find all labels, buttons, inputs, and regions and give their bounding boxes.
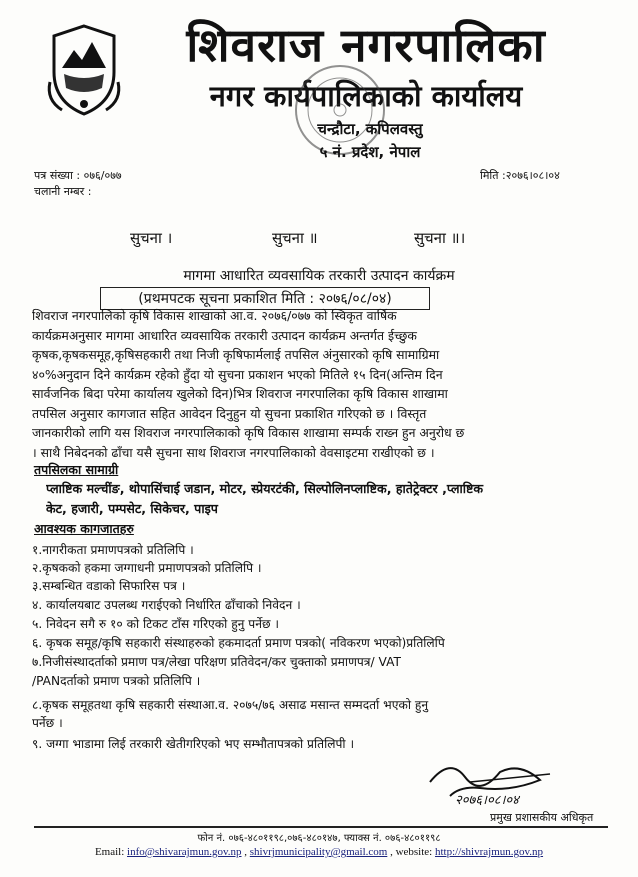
municipality-title: शिवराज नगरपालिका — [186, 18, 546, 72]
signatory-title: प्रमुख प्रशासकीय अधिकृत — [490, 811, 594, 824]
document-item: ५. निवेदन सगै रु १० को टिकट टाँस गरिएको हुनु पर्नेछ । — [32, 617, 280, 631]
document-item: २.कृषकको हकमा जग्गाधनी प्रमाणपत्रको प्रतिलिपि । — [32, 561, 262, 575]
body-line: । साथै निबेदनको ढाँचा यसै सुचना साथ शिवराज नगरपालिकाको वेवसाइटमा राखीएको छ । — [32, 444, 435, 460]
address-line-1: चन्द्रौटा, कपिलवस्तु — [317, 120, 423, 138]
body-line: शिवराज नगरपालिको कृषि विकास शाखाको आ.व. २०७६/०७७ को स्विकृत वार्षिक — [32, 308, 397, 323]
materials-line: केट, हजारी, पम्पसेट, सिकेचर, पाइप — [46, 501, 218, 516]
materials-heading: तपसिलका सामाग्री — [34, 462, 119, 477]
body-line: तपसिल अनुसार कागजात सहित आवेदन दिनुहुन यो सुचना प्रकाशित गरिएको छ । विस्तृत — [32, 405, 427, 421]
nepal-emblem-icon — [44, 22, 124, 118]
document-item: ६. कृषक समूह/कृषि सहकारी संस्थाहरुको हकमादर्ता प्रमाण पत्रको( नविकरण भएको)प्रतिलिपि — [32, 636, 445, 650]
document-item: ८.कृषक समूहतथा कृषि सहकारी संस्थाआ.व. २०७५/७६ असाढ मसान्त सम्मदर्ता भएको हुनु — [32, 698, 429, 712]
document-item: ७.निजीसंस्थादर्ताको प्रमाण पत्र/लेखा परिक्षण प्रतिवेदन/कर चुक्ताको प्रमाणपत्र/ VAT — [32, 655, 401, 669]
publication-date-box: (प्रथमपटक सूचना प्रकाशित मिति : २०७६/०८/०४) — [100, 287, 430, 310]
website-label: , website: — [390, 846, 433, 858]
body-line: जानकारीको लागि यस शिवराज नगरपालिकाको कृषि विकास शाखामा सम्पर्क राख्न हुन अनुरोध छ — [32, 425, 465, 440]
notice-body — [32, 306, 606, 462]
body-line: ४०%अनुदान दिने कार्यक्रम रहेको हुँदा यो सुचना प्रकाशन भएको मितिले १५ दिन(अन्तिम दिन — [32, 366, 443, 382]
signature-date: २०७६।०८।०४ — [455, 793, 519, 808]
footer-divider — [34, 826, 608, 828]
notice-heading: मागमा आधारित व्यवसायिक तरकारी उत्पादन कार्यक्रम — [183, 268, 455, 284]
notice-label-2: सुचना ॥ — [272, 229, 318, 247]
dispatch-number: चलानी नम्बर : — [34, 185, 92, 198]
document-item: पर्नेछ । — [32, 716, 63, 730]
email-link-2[interactable]: shivrjmunicipality@gmail.com — [249, 846, 388, 858]
document-item: ९. जग्गा भाडामा लिई तरकारी खेतीगरिएको भए सम्भौतापत्रको प्रतिलिपी । — [32, 737, 355, 751]
separator: , — [244, 846, 248, 858]
body-line: कार्यक्रमअनुसार मागमा आधारित व्यवसायिक तरकारी उत्पादन कार्यक्रम अन्तर्गत ईच्छुक — [32, 327, 417, 343]
notice-label-1: सुचना । — [130, 229, 173, 247]
materials-list — [46, 479, 612, 519]
website-link[interactable]: http://shivrajmun.gov.np — [434, 846, 544, 858]
document-item: /PANदर्ताको प्रमाण पत्रको प्रतिलिपि । — [32, 674, 201, 688]
document-item: ४. कार्यालयबाट उपलब्ध गराईएको निर्धारित ढाँचाको निवेदन । — [32, 598, 301, 612]
documents-heading: आवश्यक कागजातहरु — [34, 521, 134, 536]
office-subtitle: नगर कार्यपालिकाको कार्यालय — [209, 79, 523, 113]
body-line: कृषक,कृषकसमूह,कृषिसहकारी तथा निजी कृषिफार्मलाई तपसिल अंनुसारको कृषि सामाग्रिमा — [32, 347, 440, 362]
footer-phone-fax: फोन नं. ०७६-४८०११९८,०७६-४८०१४७, फ्याक्स नं. ०७६-४८०११९८ — [197, 833, 441, 844]
letter-date: मिति :२०७६।०८।०४ — [480, 169, 560, 182]
notice-label-3: सुचना ॥। — [414, 229, 466, 247]
letter-reference-number: पत्र संख्या : ०७६/०७७ — [34, 169, 122, 182]
body-line: सार्वजनिक बिदा परेमा कार्यालय खुलेको दिन)भित्र शिवराज नगरपालिका कृषि विकास शाखामा — [32, 386, 448, 401]
email-label: Email: — [94, 846, 125, 858]
footer-contact — [0, 846, 638, 858]
email-link[interactable]: info@shivarajmun.gov.np — [127, 846, 242, 858]
document-item: ३.सम्बन्धित वडाको सिफारिस पत्र । — [32, 579, 186, 593]
materials-line: प्लाष्टिक मल्चींङ, थोपासिंचाई जडान, मोटर, स्प्रेयरटंकी, सिल्पोलिनप्लाष्टिक, हातेट्रेक्टर ,प्लाष्टिक — [46, 481, 484, 496]
document-item: १.नागरीकता प्रमाणपत्रको प्रतिलिपि । — [32, 543, 194, 557]
address-line-2: ५ नं. प्रदेश, नेपाल — [319, 143, 421, 161]
